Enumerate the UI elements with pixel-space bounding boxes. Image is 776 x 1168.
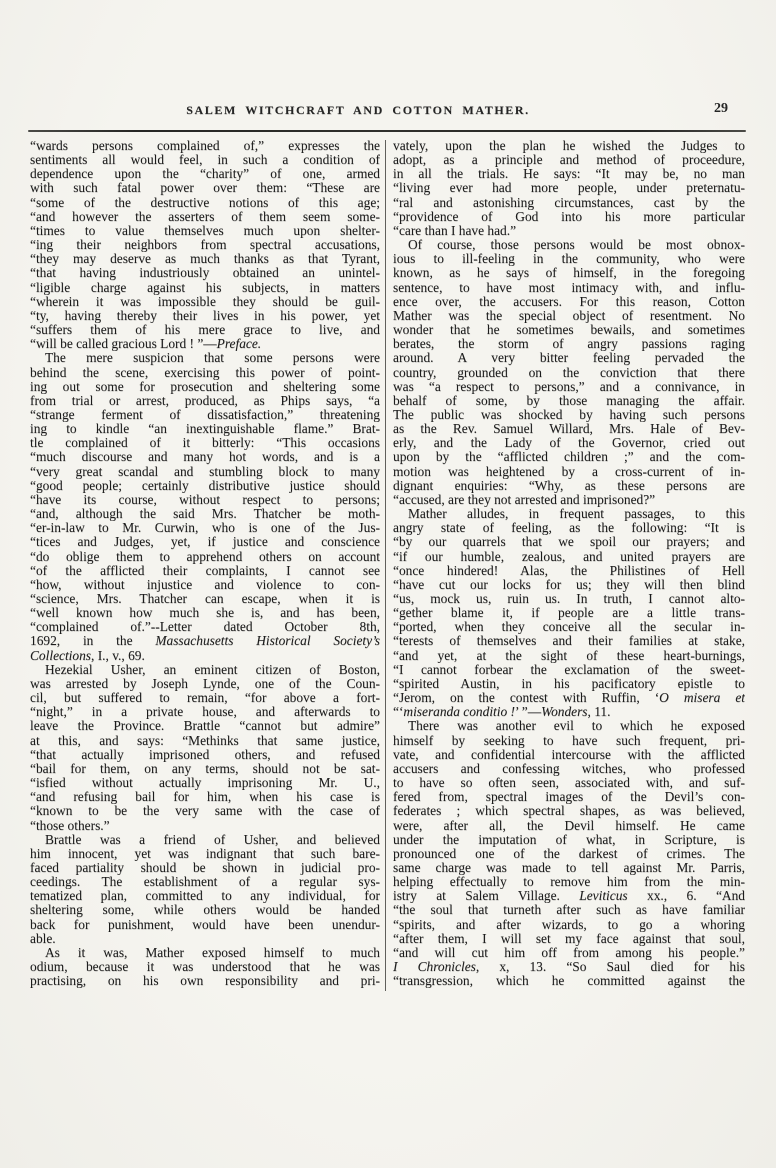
- text-line: “those others.”: [30, 818, 110, 833]
- text-line: “bail for them, on any terms, should not be sat-: [30, 761, 380, 776]
- text-line: at this, and says: “Methinks that same justice,: [30, 733, 380, 748]
- text-line: pronounced one of the darkest of crimes. The: [393, 846, 745, 861]
- text-line: ing out some for prosecution and sheltering some: [30, 379, 380, 394]
- text-line: “they may deserve as much thanks as that Tyrant,: [30, 252, 380, 267]
- text-line: wonder that he sometimes bewails, and sometimes: [393, 323, 745, 338]
- text-line: “er-in-law to Mr. Curwin, who is one of the Jus-: [30, 521, 380, 536]
- text-line: There was another evil to which he exposed: [408, 719, 745, 734]
- text-line: “very great scandal and stumbling block to many: [30, 464, 380, 479]
- text-line: were, after all, the Devil himself. He came: [393, 818, 745, 833]
- text-line: “ty, having thereby their lives in his power, yet: [30, 308, 380, 323]
- text-line: practising, on his own responsibility and pri-: [30, 974, 380, 989]
- text-line: “have its course, without respect to persons;: [30, 492, 380, 507]
- text-line: Collections, I., v., 69.: [30, 648, 145, 663]
- text-line: 1692, in the Massachusetts Historical Society’s: [30, 634, 380, 649]
- text-line: ceedings. The establishment of a regular sys-: [30, 875, 380, 890]
- text-line: accusers and confessing witches, who professed: [393, 761, 745, 776]
- text-line: “accused, are they not arrested and imprisoned?”: [393, 492, 656, 507]
- text-line: “providence of God into his more particular: [393, 209, 745, 224]
- text-line: motion was heightened by a cross-current of in-: [393, 464, 745, 479]
- text-line: “and, although the said Mrs. Thatcher be moth-: [30, 507, 380, 522]
- text-line: “us, mock us, ruin us. In truth, I cannot alto-: [393, 592, 745, 606]
- text-line: “that actually imprisoned others, and refused: [30, 747, 380, 762]
- text-line: “strange ferment of dissatisfaction,” threatening: [30, 407, 380, 422]
- text-line: federates ; which spectral shapes, as was believed,: [393, 804, 745, 819]
- text-line: cil, but suffered to remain, “for above a fort-: [30, 691, 380, 706]
- text-line: dignant enquiries: “Why, as these persons are: [393, 478, 745, 493]
- text-line: “good people; certainly distributive justice should: [30, 478, 380, 493]
- text-line: able.: [30, 931, 56, 946]
- text-line: tle complained of it bitterly: “This occasions: [30, 436, 380, 451]
- text-line: “wards persons complained of,” expresses the: [30, 139, 380, 153]
- text-line: sentence, to have most intimacy with, and influ-: [393, 280, 745, 295]
- text-line: “much discourse and many hot words, and is a: [30, 450, 380, 465]
- text-line: “and refusing bail for him, when his case is: [30, 790, 380, 805]
- column-divider: [385, 140, 386, 991]
- text-line: “of the afflicted their complaints, I cannot see: [30, 563, 380, 578]
- text-line: “tices and Judges, yet, if justice and conscience: [30, 535, 380, 550]
- running-title: SALEM WITCHCRAFT AND COTTON MATHER.: [186, 103, 530, 117]
- text-line: “living ever had more people, under preternatu-: [393, 181, 745, 196]
- text-line: upon by the “afflicted children ;” and the com-: [393, 450, 745, 465]
- text-line: Hezekial Usher, an eminent citizen of Boston,: [45, 662, 380, 677]
- text-line: with such fatal power over them: “These are: [30, 181, 380, 196]
- text-line: ious to ill-feeling in the community, who were: [393, 252, 745, 267]
- text-line: helping effectually to remove him from the min-: [393, 875, 745, 890]
- text-line: istry at Salem Village. Leviticus xx., 6. “And: [393, 889, 745, 904]
- text-line: “spirits, and after wizards, to go a whoring: [393, 917, 745, 932]
- text-line: “times to value themselves much upon shelter-: [30, 223, 380, 238]
- text-line: to have so often seen, associated with, and suf-: [393, 776, 745, 791]
- text-line: “known to be the very same with the case of: [30, 804, 380, 819]
- text-line: “I cannot forbear the exclamation of the sweet-: [393, 662, 745, 677]
- text-line: “gether blame it, if people are a little trans-: [393, 606, 745, 621]
- text-line: “once hindered! Alas, the Philistines of Hell: [393, 563, 745, 578]
- text-line: “and however the asserters of them seem some-: [30, 209, 380, 224]
- left-column: [30, 139, 380, 988]
- text-line: “transgression, which he committed against the: [393, 974, 745, 989]
- text-line: faced partiality should be shown in judicial pro-: [30, 860, 380, 875]
- text-line: “how, without injustice and violence to con-: [30, 577, 380, 592]
- text-line: vately, upon the plan he wished the Judges to: [393, 139, 745, 153]
- text-line: The mere suspicion that some persons were: [45, 351, 380, 366]
- text-line: under the imputation of what, in Scripture, is: [393, 832, 745, 847]
- text-line: was “a respect to persons,” and a connivance, in: [393, 379, 745, 394]
- right-column: [393, 139, 745, 988]
- text-line: himself by seeking to have such frequent, pri-: [393, 733, 745, 748]
- text-line: “after them, I will set my face against that soul,: [393, 931, 745, 946]
- text-line: “have cut our locks for us; they will then blind: [393, 577, 745, 592]
- text-line: Mather alludes, in frequent passages, to this: [408, 507, 745, 522]
- header-rule: [28, 130, 746, 132]
- text-line: “terests of themselves and their families at stake,: [393, 634, 745, 649]
- text-line: “that having industriously obtained an unintel-: [30, 266, 380, 281]
- text-line: “ligible charge against his subjects, in matters: [30, 280, 380, 295]
- text-line: “and yet, at the sight of these heart-burnings,: [393, 648, 745, 663]
- text-line: from trial or arrest, produced, as Phips says, “a: [30, 393, 380, 408]
- text-line: back for punishment, would have been unendur-: [30, 917, 380, 932]
- text-line: “spirited Austin, in his pacificatory epistle to: [393, 676, 745, 691]
- text-line: As it was, Mather exposed himself to much: [45, 945, 380, 960]
- text-line: was arrested by Joseph Lynde, one of the Coun-: [30, 676, 380, 691]
- text-line: “Jerom, on the contest with Ruffin, ‘O misera et: [393, 691, 745, 706]
- text-line: “by our quarrels that we spoil our prayers; and: [393, 535, 745, 550]
- text-line: “will be called gracious Lord ! ”—Preface.: [30, 337, 262, 352]
- text-line: ing to kindle “an inextinguishable flame.” Brat-: [30, 422, 380, 437]
- text-line: “the soul that turneth after such as have familiar: [393, 903, 745, 918]
- text-line: “well known how much she is, and has been,: [30, 606, 380, 621]
- text-line: “ral and astonishing circumstances, cast by the: [393, 195, 745, 210]
- page-header: [30, 103, 746, 123]
- text-line: leave the Province. Brattle “cannot but admire”: [30, 719, 380, 734]
- text-line: as the Rev. Samuel Willard, Mrs. Hale of Bev-: [393, 422, 745, 437]
- text-line: sentiments all would feel, in such a condition of: [30, 153, 380, 168]
- text-line: “some of the destructive notions of this age;: [30, 195, 380, 210]
- text-line: him innocent, yet was indignant that such bare-: [30, 846, 380, 861]
- text-line: vate, and confidential intercourse with the afflicted: [393, 747, 745, 762]
- text-line: Mather was the special object of resentment. No: [393, 308, 745, 323]
- text-line: “do oblige them to apprehend others on account: [30, 549, 380, 564]
- text-line: “suffers them of his mere grace to live, and: [30, 323, 380, 338]
- page-number: 29: [714, 101, 728, 116]
- text-line: in all the trials. He says: “It may be, no man: [393, 167, 745, 182]
- text-line: “isfied without actually imprisoning Mr. U.,: [30, 776, 380, 791]
- text-line: “science, Mrs. Thatcher can escape, when it is: [30, 592, 380, 606]
- text-line: “complained of.”--Letter dated October 8th,: [30, 620, 380, 635]
- text-line: tematized plan, committed to any individual, for: [30, 889, 380, 904]
- text-line: fered from, spectral images of the Devil’s con-: [393, 790, 745, 805]
- text-line: The public was shocked by having such persons: [393, 407, 745, 422]
- text-line: “‘miseranda conditio !’ ”—Wonders, 11.: [393, 705, 611, 720]
- text-line: “care than I have had.”: [393, 223, 517, 238]
- text-line: I Chronicles, x, 13. “So Saul died for his: [393, 960, 745, 975]
- text-line: “night,” in a private house, and afterwards to: [30, 705, 380, 720]
- text-line: “wherein it was impossible they should be guil-: [30, 294, 380, 309]
- text-line: same charge was made to tell against Mr. Parris,: [393, 860, 745, 875]
- text-line: sheltering some, while others would be handed: [30, 903, 380, 918]
- text-line: berates, the storm of angry passions raging: [393, 337, 745, 352]
- text-line: known, as he says of himself, in the foregoing: [393, 266, 745, 281]
- text-line: angry state of feeling, as the following: “It is: [393, 521, 745, 536]
- text-line: “ing their neighbors from spectral accusations,: [30, 238, 380, 253]
- text-line: “if our humble, zealous, and united prayers are: [393, 549, 745, 564]
- text-line: behind the scene, exercising this power of point-: [30, 365, 380, 380]
- text-line: Brattle was a friend of Usher, and believed: [45, 832, 380, 847]
- text-line: country, grounded on the conviction that there: [393, 365, 745, 380]
- text-line: dependence upon the “charity” of one, armed: [30, 167, 380, 182]
- text-line: “ported, when they conceive all the secular in-: [393, 620, 745, 635]
- text-line: around. A very bitter feeling pervaded the: [393, 351, 745, 366]
- text-line: “and will cut him off from among his people.”: [393, 945, 745, 960]
- text-line: erly, and the Lady of the Governor, cried out: [393, 436, 745, 451]
- text-line: odium, because it was understood that he was: [30, 960, 380, 975]
- text-line: adopt, as a principle and method of proceedure,: [393, 153, 745, 168]
- text-line: ence over, the accusers. For this reason, Cotton: [393, 294, 745, 309]
- text-line: behalf of some, by those managing the affair.: [393, 393, 745, 408]
- text-line: Of course, those persons would be most obnox-: [408, 238, 745, 253]
